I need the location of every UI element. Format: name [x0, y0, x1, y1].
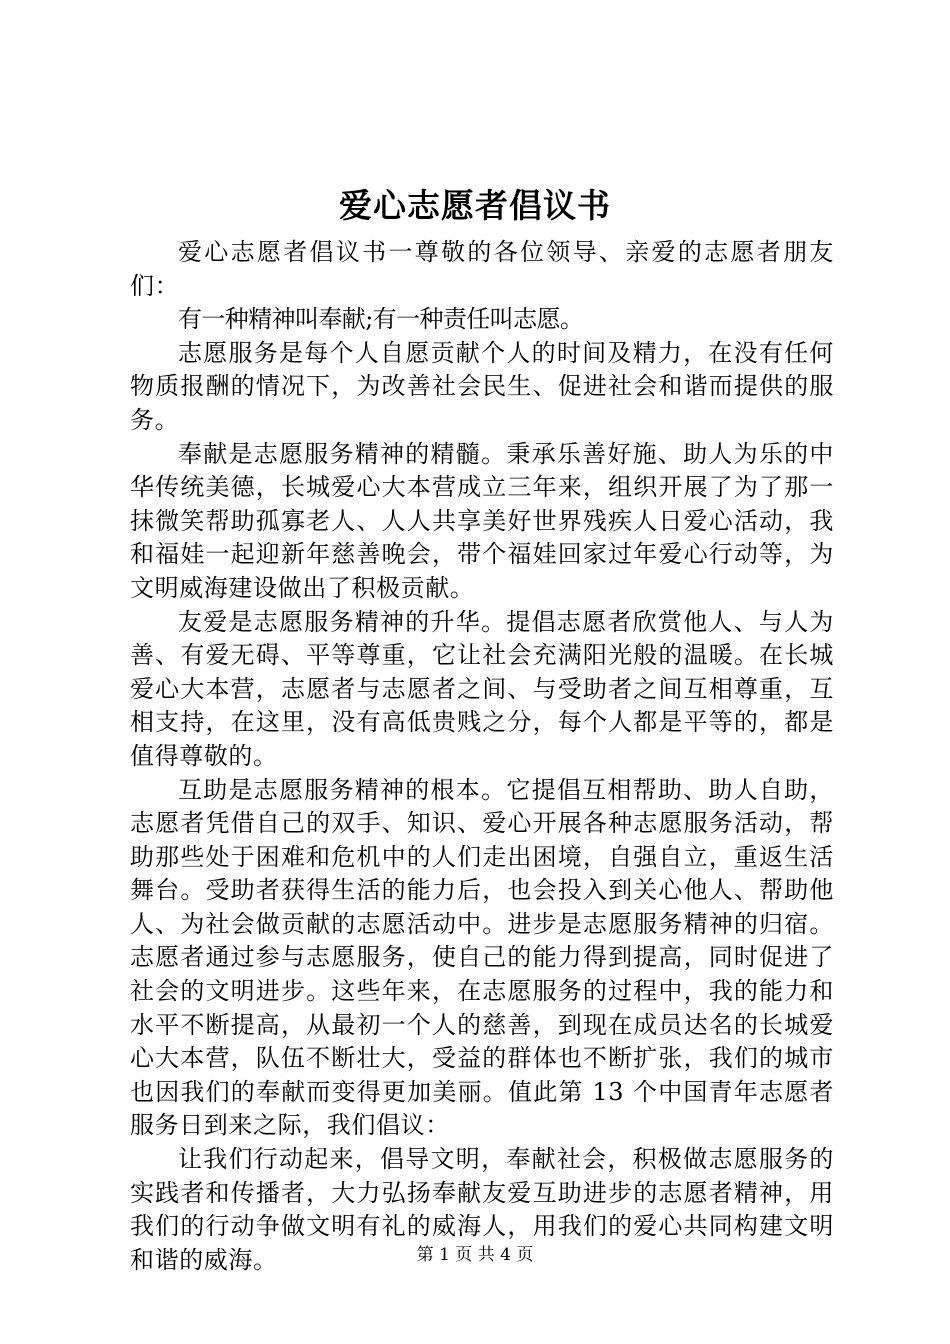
paragraph-salutation: 爱心志愿者倡议书一尊敬的各位领导、亲爱的志愿者朋友们： [130, 238, 834, 300]
paragraph-definition: 志愿服务是每个人自愿贡献个人的时间及精力，在没有任何物质报酬的情况下，为改善社会民生、促进社会和谐而提供的服务。 [130, 338, 834, 434]
document-title: 爱心志愿者倡议书 [339, 186, 611, 225]
paragraph-call-to-action: 让我们行动起来，倡导文明，奉献社会，积极做志愿服务的实践者和传播者，大力弘扬奉献友爱互助进步的志愿者精神，用我们的行动争做文明有礼的威海人，用我们的爱心共同构建文明和谐的威海。 [130, 1145, 834, 1274]
paragraph-motto: 有一种精神叫奉献;有一种责任叫志愿。 [178, 305, 584, 334]
page-footer: 第 1 页 共 4 页 [416, 1245, 534, 1265]
paragraph-mutual-aid: 互助是志愿服务精神的根本。它提倡互相帮助、助人自助，志愿者凭借自己的双手、知识、爱心开展各种志愿服务活动，帮助那些处于困难和危机中的人们走出困境，自强自立，重返生活舞台。受助者获得生活的能力后，也会投入到关心他人、帮助他人、为社会做贡献的志愿活动中。进步是志愿服务精神的归宿。志愿者通过参与志愿服务，使自己的能力得到提高，同时促进了社会的文明进步。这些年来，在志愿服务的过程中，我的能力和水平不断提高，从最初一个人的慈善，到现在成员达名的长城爱心大本营，队伍不断壮大，受益的群体也不断扩张，我们的城市也因我们的奉献而变得更加美丽。值此第 13 个中国青年志愿者服务日到来之际，我们倡议： [130, 775, 834, 1140]
paragraph-friendship: 友爱是志愿服务精神的升华。提倡志愿者欣赏他人、与人为善、有爱无碍、平等尊重，它让社会充满阳光般的温暖。在长城爱心大本营，志愿者与志愿者之间、与受助者之间互相尊重，互相支持，在这里，没有高低贵贱之分，每个人都是平等的，都是值得尊敬的。 [130, 607, 834, 770]
document-body [130, 236, 834, 1277]
paragraph-dedication: 奉献是志愿服务精神的精髓。秉承乐善好施、助人为乐的中华传统美德，长城爱心大本营成立三年来，组织开展了为了那一抹微笑帮助孤寡老人、人人共享美好世界残疾人日爱心活动，我和福娃一起迎新年慈善晚会，带个福娃回家过年爱心行动等，为文明威海建设做出了积极贡献。 [130, 439, 834, 602]
